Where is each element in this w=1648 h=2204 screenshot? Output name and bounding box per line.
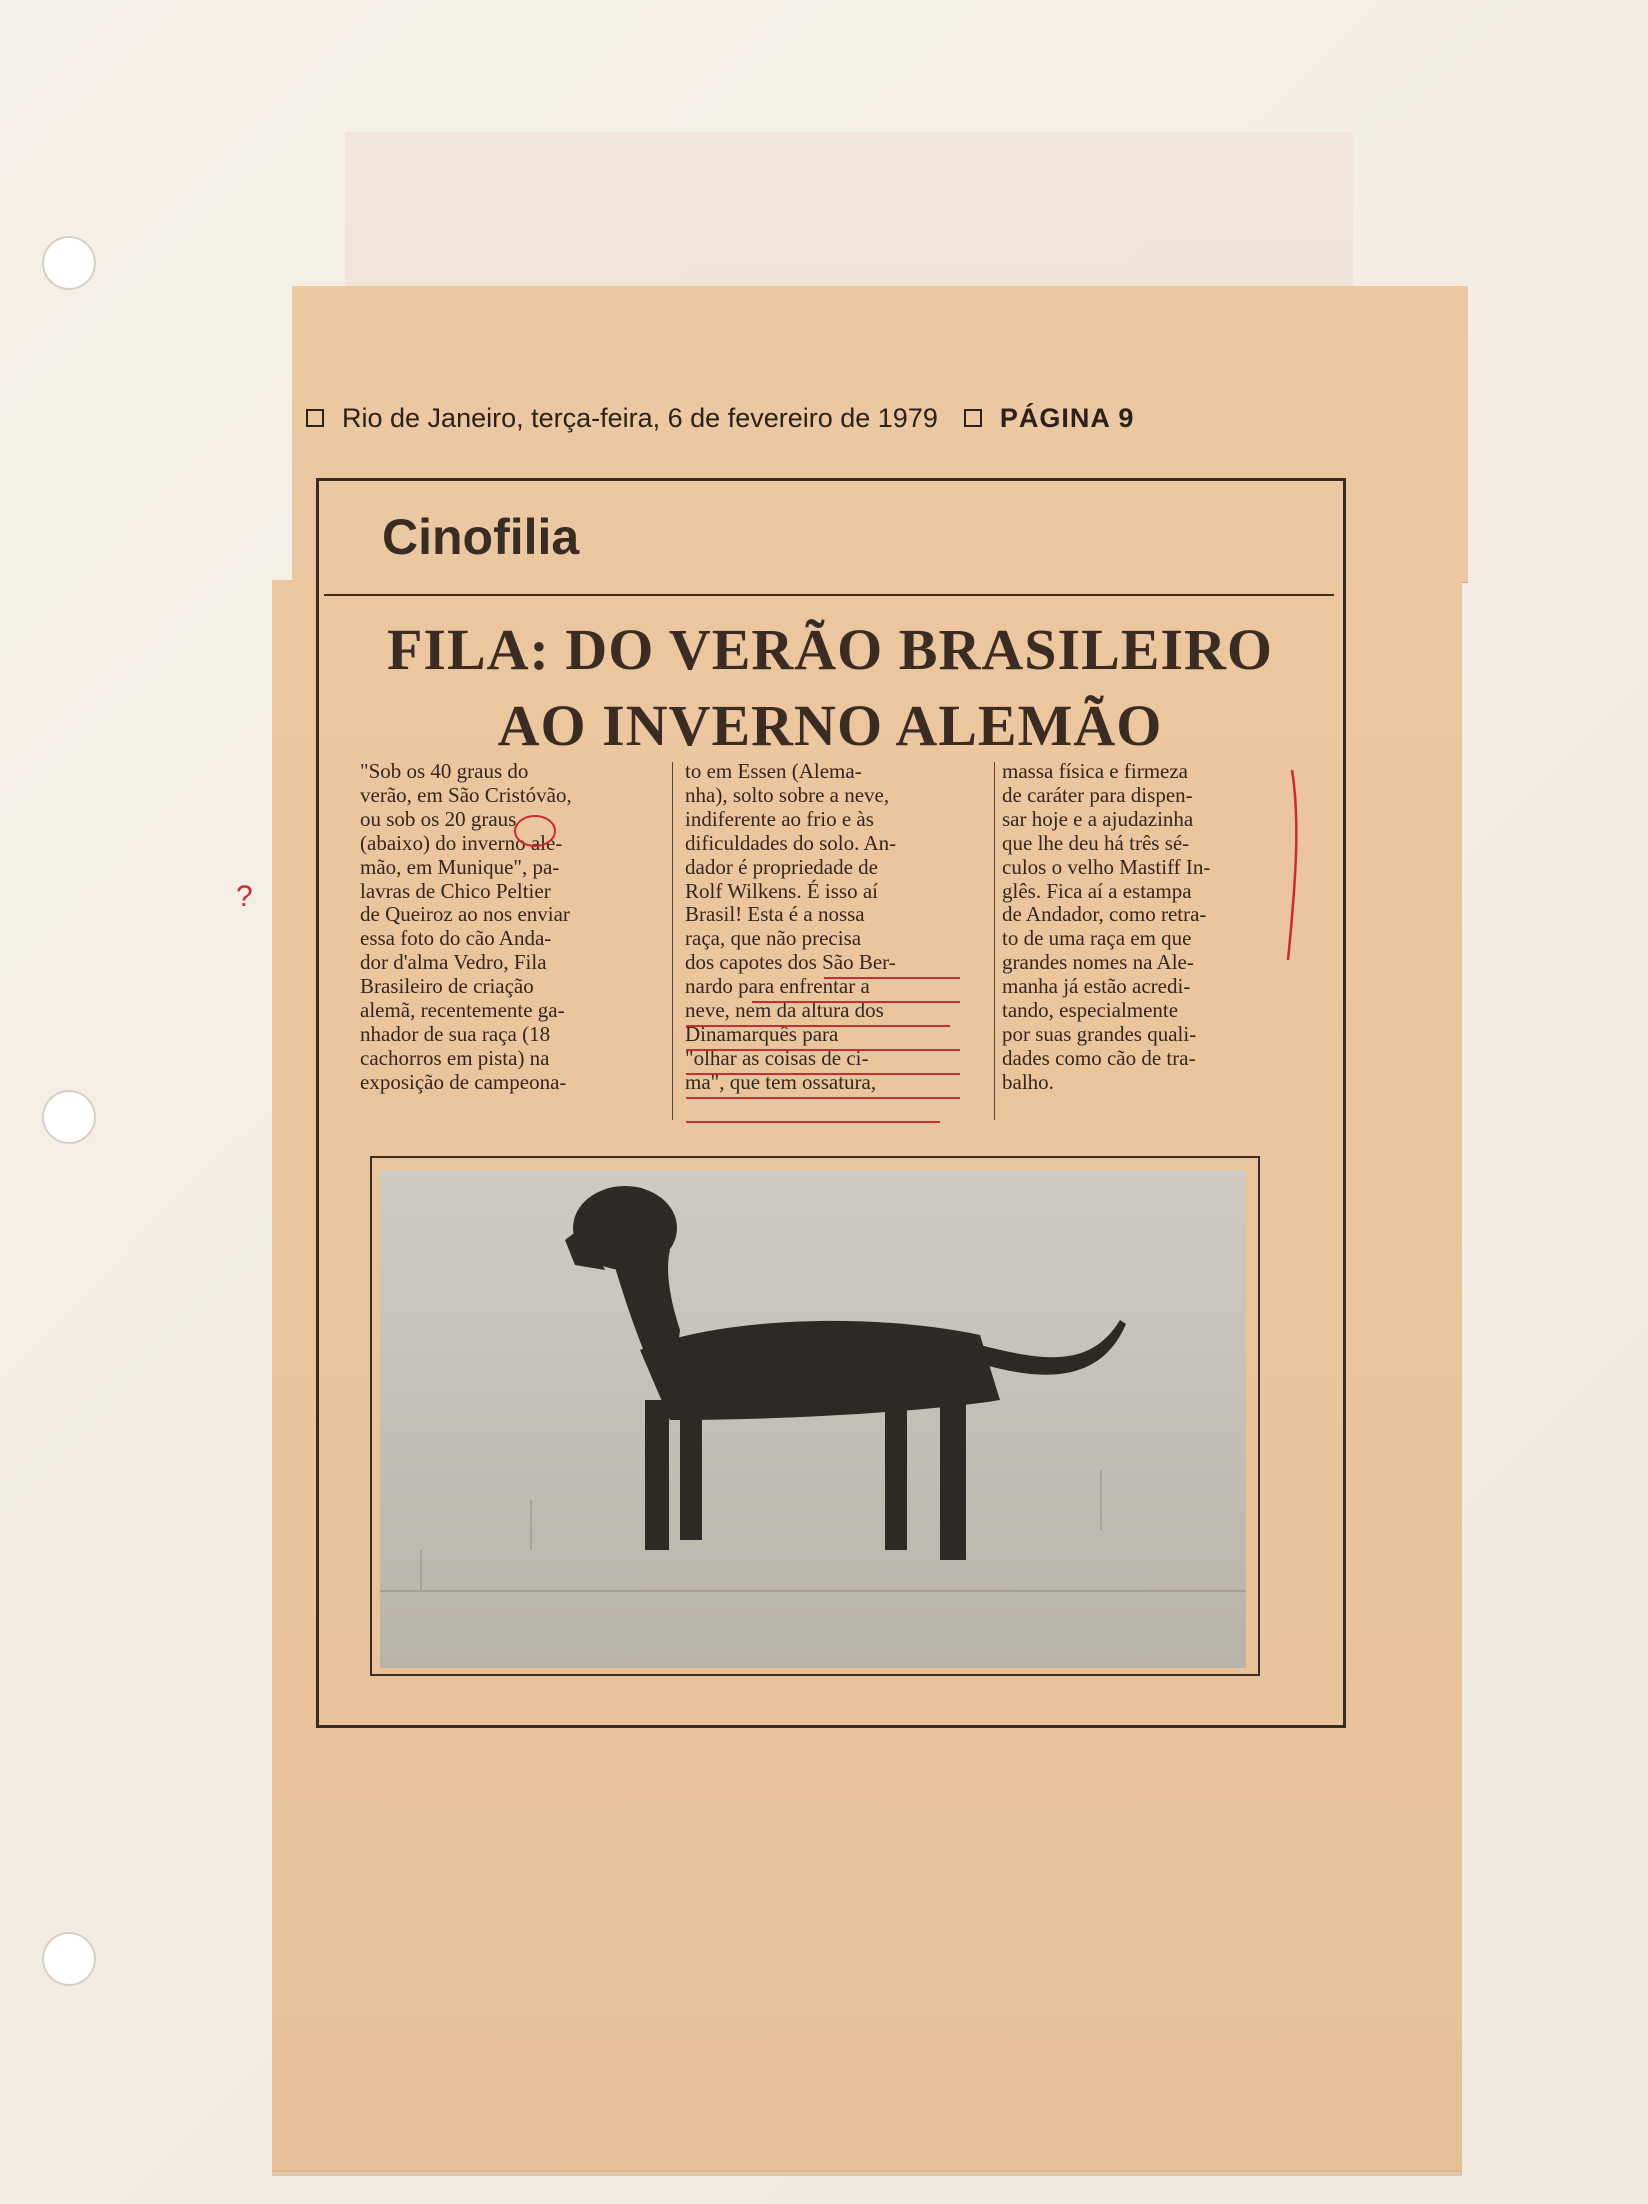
dateline-text: Rio de Janeiro, terça-feira, 6 de fevereiro de 1979 (342, 402, 938, 433)
article-line: nhador de sua raça (18 (360, 1021, 551, 1046)
headline-line-2: AO INVERNO ALEMÃO (497, 693, 1163, 758)
article-line: culos o velho Mastiff In- (1002, 854, 1211, 879)
page-number: PÁGINA 9 (999, 402, 1135, 433)
margin-line-annotation (1288, 770, 1296, 960)
article-line: to de uma raça em que (1002, 926, 1192, 951)
article-line: por suas grandes quali- (1002, 1021, 1197, 1046)
article-line: Brasileiro de criação (360, 974, 534, 999)
article-line: nha), solto sobre a neve, (685, 782, 890, 807)
headline-line-1: FILA: DO VERÃO BRASILEIRO (386, 617, 1274, 682)
circle-annotation (515, 816, 555, 846)
margin-question-mark: ? (236, 880, 253, 913)
article-line: de Queiroz ao nos enviar (360, 902, 570, 927)
article-line: indiferente ao frio e às (685, 806, 874, 831)
article-line: "olhar as coisas de ci- (685, 1045, 869, 1070)
article-line: cachorros em pista) na (360, 1045, 550, 1070)
article-line: alemã, recentemente ga- (360, 998, 565, 1023)
article-line: massa física e firmeza (1002, 759, 1188, 783)
article-line: "Sob os 40 graus do (360, 759, 529, 783)
article-line: manha já estão acredi- (1002, 974, 1191, 999)
article-line: raça, que não precisa (685, 926, 862, 951)
article-line: glês. Fica aí a estampa (1002, 878, 1192, 903)
article-line: Rolf Wilkens. É isso aí (685, 878, 879, 903)
article-line: Brasil! Esta é a nossa (685, 902, 865, 927)
article-line: ma", que tem ossatura, (685, 1069, 877, 1094)
article-line: de Andador, como retra- (1002, 902, 1207, 927)
article-line: de caráter para dispen- (1002, 782, 1193, 807)
section-title: Cinofilia (382, 509, 580, 565)
article-line: dades como cão de tra- (1002, 1045, 1196, 1070)
article-line: dos capotes dos São Ber- (685, 950, 896, 975)
dog-silhouette-image (380, 1170, 1246, 1668)
article-line: balho. (1002, 1069, 1054, 1094)
article-line: nardo para enfrentar a (685, 974, 870, 999)
article-line: verão, em São Cristóvão, (360, 782, 572, 807)
article-line: Dinamarquês para (685, 1021, 839, 1046)
article-line: essa foto do cão Anda- (360, 926, 552, 951)
article-line: to em Essen (Alema- (685, 759, 862, 783)
article-line: sar hoje e a ajudazinha (1002, 806, 1194, 831)
article-line: (abaixo) do inverno ale- (360, 830, 563, 855)
article-line: que lhe deu há três sé- (1002, 830, 1190, 855)
article-line: lavras de Chico Peltier (360, 878, 551, 903)
article-line: tando, especialmente (1002, 998, 1179, 1023)
article-line: neve, nem da altura dos (685, 998, 884, 1023)
dog-photo (380, 1170, 1246, 1668)
article-line: ou sob os 20 graus (360, 806, 517, 831)
article-line: dador é propriedade de (685, 854, 878, 879)
article-line: dificuldades do solo. An- (685, 830, 897, 855)
article-line: exposição de campeona- (360, 1069, 567, 1094)
article-line: grandes nomes na Ale- (1002, 950, 1194, 975)
article-line: dor d'alma Vedro, Fila (360, 950, 547, 975)
article-line: mão, em Munique", pa- (360, 854, 560, 879)
